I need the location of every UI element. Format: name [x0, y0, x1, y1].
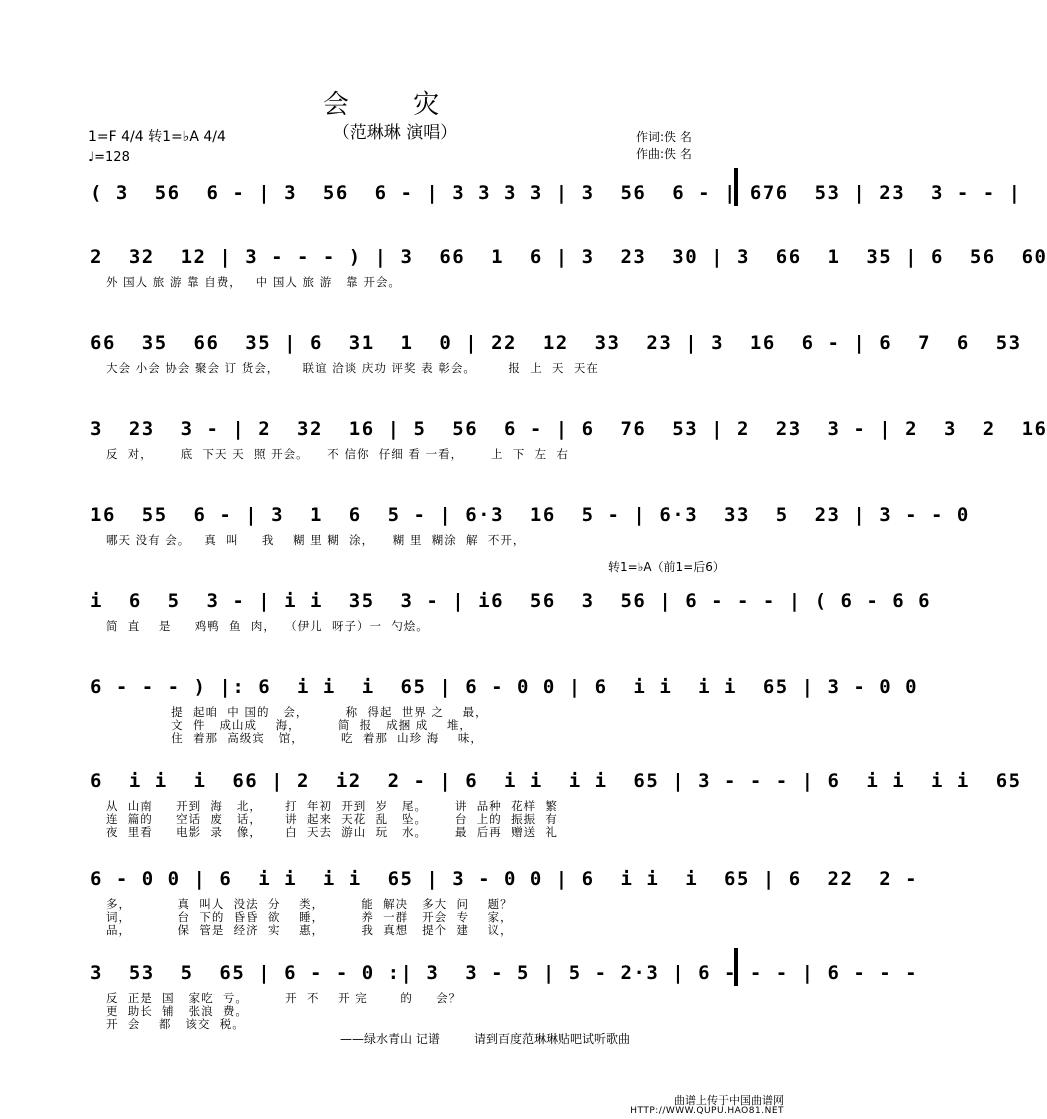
- lyric-line-verse-3: 夜 里看 电影 录 像， 白 天去 游山 玩 水。 最 后再 赠送 礼: [106, 825, 558, 839]
- lyric-line-verse-3: 开 会 都 该交 税。: [106, 1017, 245, 1031]
- lyric-line-verse-2: 文 件 成山成 海， 简 报 成捆 成 堆，: [106, 718, 472, 732]
- watermark-text: 曲谱上传于中国曲谱网: [674, 1094, 784, 1107]
- notation-line: 3 53 5 65 | 6 - - 0 :| 3 3 - 5 | 5 - 2·3 | 6 - - - | 6 - - -: [90, 962, 919, 984]
- song-subtitle: （范琳琳 演唱）: [332, 123, 458, 143]
- lyric-line-verse-1: 从 山南 开到 海 北， 打 年初 开到 岁 尾。 讲 品种 花样 繁: [106, 799, 558, 813]
- notation-line: 3 23 3 - | 2 32 16 | 5 56 6 - | 6 76 53 | 2 23 3 - | 2 3 2 16: [90, 418, 1047, 440]
- lyric-line-verse-2: 更 助长 铺 张浪 费。: [106, 1004, 248, 1018]
- lyric-line-verse-3: 住 着那 高级宾 馆， 吃 着那 山珍 海 味，: [106, 731, 483, 745]
- lyric-line: 外 国人 旅 游 靠 自费， 中 国人 旅 游 靠 开会。: [106, 275, 401, 289]
- lyricist-credit: 作词:佚 名: [636, 130, 692, 144]
- notation-line: 6 - 0 0 | 6 i i i i 65 | 3 - 0 0 | 6 i i i 65 | 6 22 2 -: [90, 868, 919, 890]
- song-title: 会 灾: [322, 90, 468, 120]
- notation-line: 6 - - - ) |: 6 i i i 65 | 6 - 0 0 | 6 i i i i 65 | 3 - 0 0: [90, 676, 919, 698]
- key-signature: 1=F 4/4 转1=♭A 4/4: [88, 129, 226, 145]
- watermark-url: HTTP://WWW.QUPU.HAO81.NET: [630, 1106, 784, 1116]
- notation-line: 6 i i i 66 | 2 i2 2 - | 6 i i i i 65 | 3 - - - | 6 i i i i 65: [90, 770, 1022, 792]
- lyric-line-verse-1: 提 起咱 中 国的 会， 称 得起 世界 之 最，: [106, 705, 488, 719]
- lyric-line-verse-1: 多， 真 叫人 没法 分 类， 能 解决 多大 问 题？: [106, 897, 513, 911]
- footer-note: 请到百度范琳琳贴吧试听歌曲: [474, 1032, 631, 1046]
- notation-line: 66 35 66 35 | 6 31 1 0 | 22 12 33 23 | 3 16 6 - | 6 7 6 53: [90, 332, 1022, 354]
- tempo-marking: ♩=128: [88, 150, 130, 165]
- lyric-line: 反 对， 底 下天 天 照 开会。 不 信你 仔细 看 一看， 上 下 左 右: [106, 447, 569, 461]
- lyric-line: 大会 小会 协会 聚会 订 货会， 联谊 洽谈 庆功 评奖 表 彰会。 报 上 天 天在: [106, 361, 599, 375]
- final-barline: [734, 948, 738, 986]
- end-barline: [734, 168, 738, 206]
- notation-line: ( 3 56 6 - | 3 56 6 - | 3 3 3 3 | 3 56 6 - | 676 53 | 23 3 - - |: [90, 182, 1022, 204]
- notation-line: 16 55 6 - | 3 1 6 5 - | 6·3 16 5 - | 6·3 33 5 23 | 3 - - 0: [90, 504, 970, 526]
- transpose-marking: 转1=♭A（前1=后6）: [608, 560, 725, 574]
- notation-line: i 6 5 3 - | i i 35 3 - | i6 56 3 56 | 6 - - - | ( 6 - 6 6: [90, 590, 932, 612]
- notation-line: 2 32 12 | 3 - - - ) | 3 66 1 6 | 3 23 30 | 3 66 1 35 | 6 56 60: [90, 246, 1047, 268]
- lyric-line-verse-2: 连 篇的 空话 废 话， 讲 起来 天花 乱 坠。 台 上的 振振 有: [106, 812, 558, 826]
- lyric-line-verse-1: 反 正是 国 家吃 亏。 开 不 开 完 的 会？: [106, 991, 462, 1005]
- lyric-line: 简 直 是 鸡鸭 鱼 肉， （伊儿 呀子）一 勺烩。: [106, 619, 429, 633]
- lyric-line-verse-3: 品， 保 管是 经济 实 惠， 我 真想 提个 建 议，: [106, 923, 513, 937]
- transcriber-credit: ——绿水青山 记谱: [340, 1032, 440, 1046]
- composer-credit: 作曲:佚 名: [636, 147, 692, 161]
- lyric-line-verse-2: 词， 台 下的 昏昏 欲 睡， 养 一群 开会 专 家，: [106, 910, 513, 924]
- lyric-line: 哪天 没有 会。 真 叫 我 糊 里 糊 涂， 糊 里 糊涂 解 不开，: [106, 533, 526, 547]
